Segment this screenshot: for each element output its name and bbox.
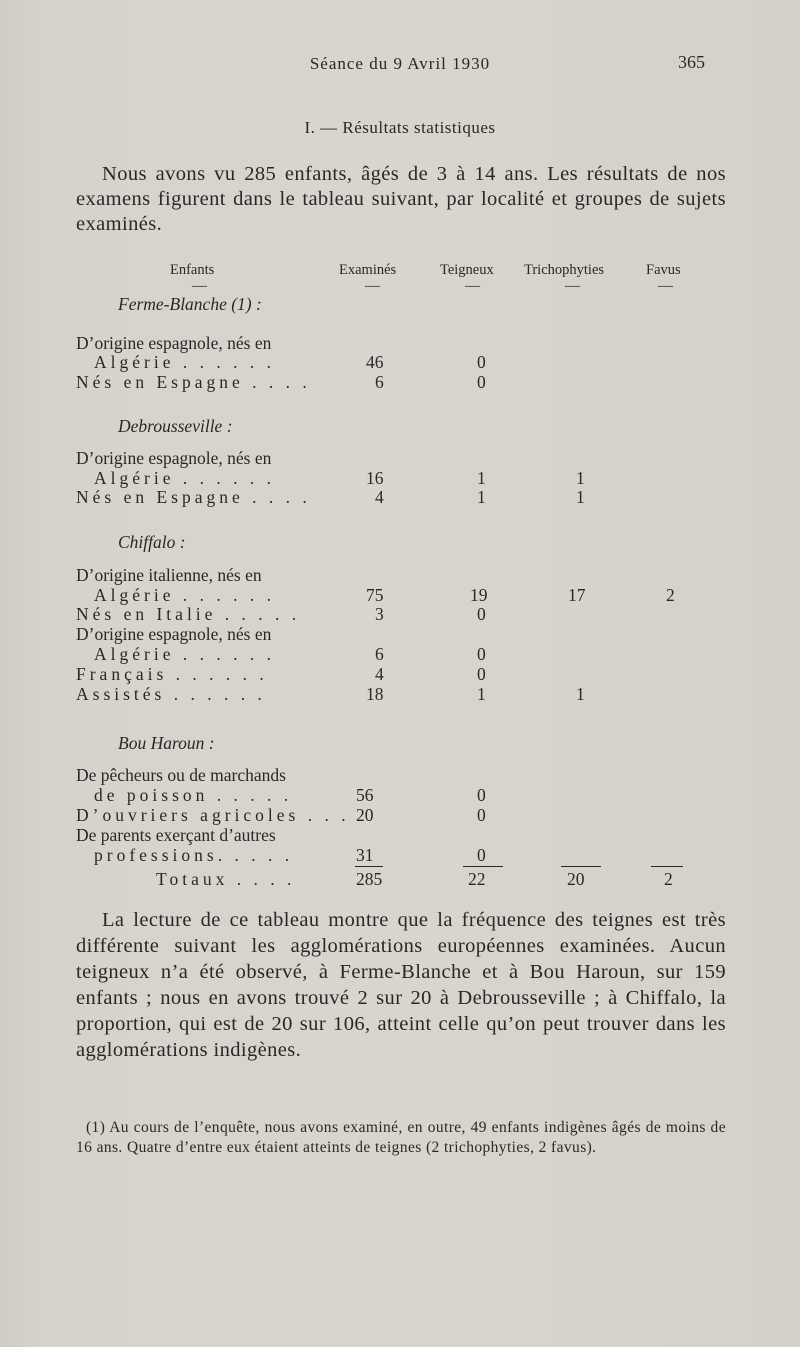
cell-teigneux: 0 — [477, 805, 486, 825]
cell-examines: 20 — [356, 805, 374, 825]
row-label-line: Assistés . . . . . . — [76, 684, 266, 704]
header-teigneux: Teigneux — [440, 262, 494, 278]
row-label-line: D’origine italienne, nés en — [76, 565, 262, 585]
cell-teigneux: 0 — [477, 664, 486, 684]
row-label-line: Algérie . . . . . . — [94, 585, 275, 605]
total-rule-favus — [651, 866, 683, 867]
cell-teigneux: 1 — [477, 468, 486, 488]
group-chiffalo: Chiffalo : — [118, 532, 186, 552]
group-bou-haroun: Bou Haroun : — [118, 733, 215, 753]
cell-teigneux: 19 — [470, 585, 488, 605]
footnote-text: (1) Au cours de l’enquête, nous avons examiné, en outre, 49 enfants indigènes âgés de moins de 16 ans. Quatre d’entre eux étaient atteints de teignes (2 trichophyties, 2 favus). — [76, 1119, 726, 1156]
header-enfants: Enfants — [170, 262, 215, 278]
cell-examines: 46 — [366, 352, 384, 372]
total-rule-trichophyties — [561, 866, 601, 867]
row-label-line: Français . . . . . . — [76, 664, 268, 684]
cell-trichophyties: 17 — [568, 585, 586, 605]
cell-favus: 2 — [666, 585, 675, 605]
cell-examines: 4 — [375, 487, 384, 507]
header-examines: Examinés — [339, 262, 397, 278]
cell-examines: 16 — [366, 468, 384, 488]
cell-examines: 75 — [366, 585, 384, 605]
row-label-line: Nés en Espagne . . . . — [76, 487, 311, 507]
cell-trichophyties: 1 — [576, 487, 585, 507]
header-dash-examines: — — [365, 278, 380, 294]
group-debrousseville: Debrousseville : — [118, 416, 233, 436]
row-label-line: D’origine espagnole, nés en — [76, 333, 272, 353]
row-label-line: De pêcheurs ou de marchands — [76, 765, 286, 785]
total-favus: 2 — [664, 869, 673, 889]
cell-examines: 6 — [375, 372, 384, 392]
header-trichophyties: Trichophyties — [524, 262, 605, 278]
row-label-line: professions. . . . . — [94, 845, 294, 865]
cell-trichophyties: 1 — [576, 684, 585, 704]
cell-teigneux: 0 — [477, 604, 486, 624]
intro-text: Nous avons vu 285 enfants, âgés de 3 à 14 ans. Les résultats de nos examens figurent dans le tableau suivant, par localité et groupes de sujets examinés. — [76, 163, 726, 235]
running-head: Séance du 9 Avril 1930 — [309, 54, 491, 73]
cell-examines: 3 — [375, 604, 384, 624]
cell-teigneux: 0 — [477, 785, 486, 805]
footnote — [76, 1118, 726, 1158]
header-dash-trichophyties: — — [565, 278, 580, 294]
row-label-line: Algérie . . . . . . — [94, 644, 275, 664]
cell-trichophyties: 1 — [576, 468, 585, 488]
header-dash-enfants: — — [192, 278, 207, 294]
row-label-line: de poisson . . . . . — [94, 785, 293, 805]
header-dash-teigneux: — — [465, 278, 480, 294]
header-dash-favus: — — [658, 278, 673, 294]
cell-teigneux: 0 — [477, 352, 486, 372]
total-teigneux: 22 — [468, 869, 486, 889]
page-number: 365 — [678, 52, 705, 72]
row-label-line: Nés en Espagne . . . . — [76, 372, 311, 392]
total-examines: 285 — [356, 869, 383, 889]
total-rule-examines — [355, 866, 383, 867]
row-label-line: D’origine espagnole, nés en — [76, 624, 272, 644]
row-label-line: Algérie . . . . . . — [94, 352, 275, 372]
total-rule-teigneux — [463, 866, 503, 867]
conclusion-text: La lecture de ce tableau montre que la fréquence des teignes est très différente suivant les agglomérations européennes examinées. Aucun teigneux n’a été observé, à Ferme-Blanche et à Bou Haroun, sur 159 enfants ; nous en avons trouvé 2 sur 20 à Debrousseville ; à Chiffalo, la proportion, qui est de 20 sur 106, atteint celle qu’on peut trouver dans les agglomérations indigènes. — [76, 909, 726, 1061]
row-label-line: Nés en Italie . . . . . — [76, 604, 301, 624]
cell-examines: 18 — [366, 684, 384, 704]
row-label-line: D’ouvriers agricoles . . . — [76, 805, 350, 825]
cell-examines: 4 — [375, 664, 384, 684]
cell-teigneux: 0 — [477, 644, 486, 664]
row-label-line: De parents exerçant d’autres — [76, 825, 276, 845]
cell-examines: 31 — [356, 845, 374, 865]
totals-label: Totaux . . . . — [156, 869, 296, 889]
cell-examines: 56 — [356, 785, 374, 805]
group-ferme-blanche: Ferme-Blanche (1) : — [118, 294, 262, 314]
cell-examines: 6 — [375, 644, 384, 664]
cell-teigneux: 1 — [477, 684, 486, 704]
total-trichophyties: 20 — [567, 869, 585, 889]
cell-teigneux: 0 — [477, 372, 486, 392]
header-favus: Favus — [646, 262, 681, 278]
conclusion-paragraph — [76, 907, 726, 1063]
cell-teigneux: 0 — [477, 845, 486, 865]
section-title: I. — Résultats statistiques — [304, 118, 496, 137]
row-label-line: Algérie . . . . . . — [94, 468, 275, 488]
cell-teigneux: 1 — [477, 487, 486, 507]
row-label-line: D’origine espagnole, nés en — [76, 448, 272, 468]
intro-paragraph — [76, 162, 726, 237]
